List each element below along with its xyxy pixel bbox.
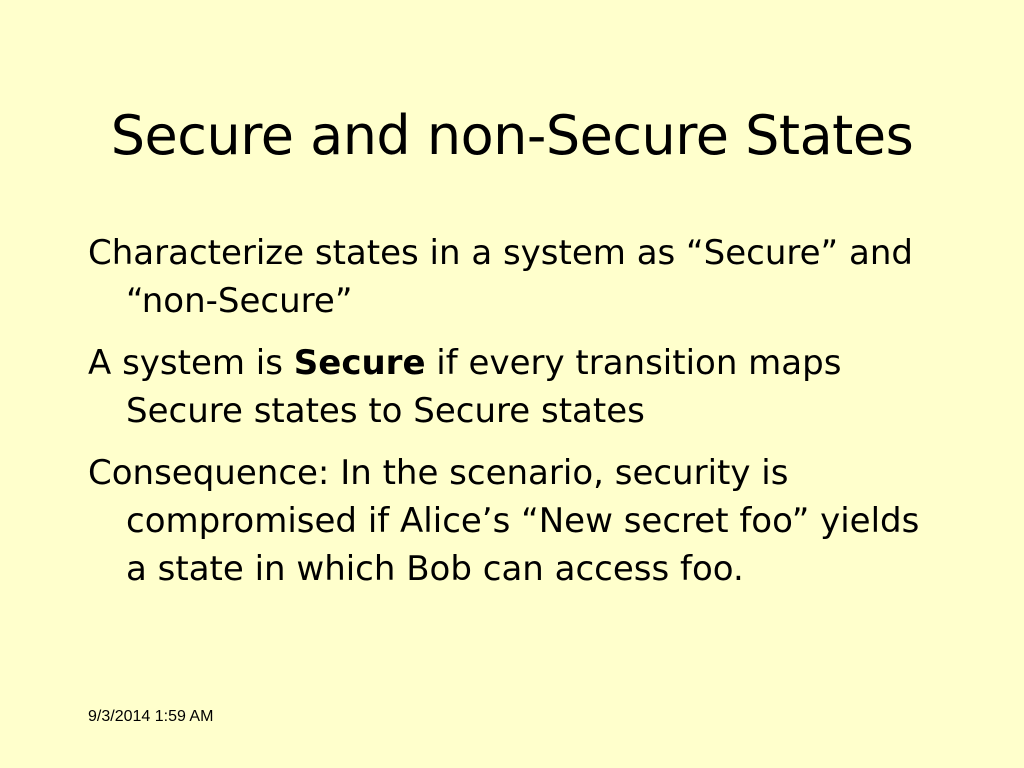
slide-body — [88, 229, 948, 607]
bullet-consequence: Consequence: In the scenario, security is compromised if Alice’s “New secret foo” yields a state in which Bob can access foo. — [88, 453, 920, 589]
bullet-secure-definition-rest: if every transition maps Secure states to Secure states — [126, 343, 842, 431]
footer-date: 9/3/2014 1:59 AM — [88, 708, 214, 725]
bullet-secure-definition-term: Secure — [293, 343, 426, 383]
bullet-secure-definition — [88, 339, 948, 435]
slide-title: Secure and non-Secure States — [110, 104, 914, 167]
bullet-secure-definition-lead: A system is — [88, 343, 294, 383]
bullet-characterize-states: Characterize states in a system as “Secure” and “non-Secure” — [88, 233, 913, 321]
